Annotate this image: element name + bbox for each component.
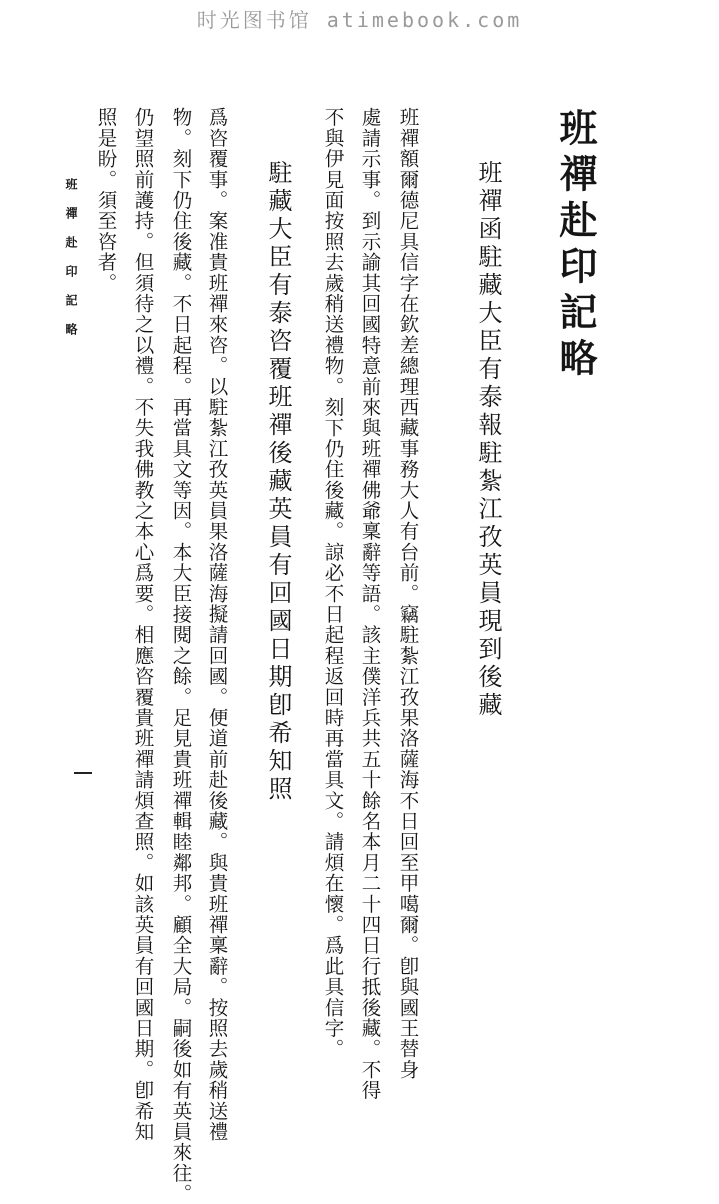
letter-2-line-2: 物。刻下仍住後藏。不日起程。再當具文等因。本大臣接閱之餘。足見貴班禪輯睦鄰邦。顧全大局。嗣後如有英員來往。 [169, 107, 193, 1204]
letter-1-line-2: 處請示事。到示諭其回國特意前來與班禪佛爺稟辭等語。該主僕洋兵共五十餘名本月二十四日行抵後藏。不得 [358, 107, 382, 1101]
letter-2-line-4: 照是盼。須至咨者。 [94, 107, 118, 294]
letter-1-line-1: 班禪額爾德尼具信字在欽差總理西藏事務大人有台前。竊駐紮江孜果洛薩海不日回至甲噶爾。卽與國王替身 [396, 107, 420, 1080]
section-heading-1: 班禪函駐藏大臣有泰報駐紮江孜英員現到後藏 [474, 160, 502, 720]
page-number [74, 772, 92, 774]
document-title: 班禪赴印記略 [553, 108, 598, 384]
section-heading-2: 駐藏大臣有泰咨覆班禪後藏英員有回國日期卽希知照 [264, 160, 292, 804]
letter-2-line-3: 仍望照前護持。但須待之以禮。不失我佛教之本心爲要。相應咨覆貴班禪請煩查照。如該英員有回國日期。卽希知 [131, 107, 155, 1142]
letter-1-line-3: 不與伊見面按照去歲稍送禮物。刻下仍住後藏。諒必不日起程返回時再當具文。請煩在懷。爲此具信字。 [321, 107, 345, 1060]
watermark: 时光图书馆 atimebook.com [196, 8, 523, 32]
running-title: 班禪赴印記略 [64, 178, 78, 352]
letter-2-line-1: 爲咨覆事。案准貴班禪來咨。以駐紮江孜英員果洛薩海擬請回國。便道前赴後藏。與貴班禪稟辭。按照去歲稍送禮 [205, 107, 229, 1142]
